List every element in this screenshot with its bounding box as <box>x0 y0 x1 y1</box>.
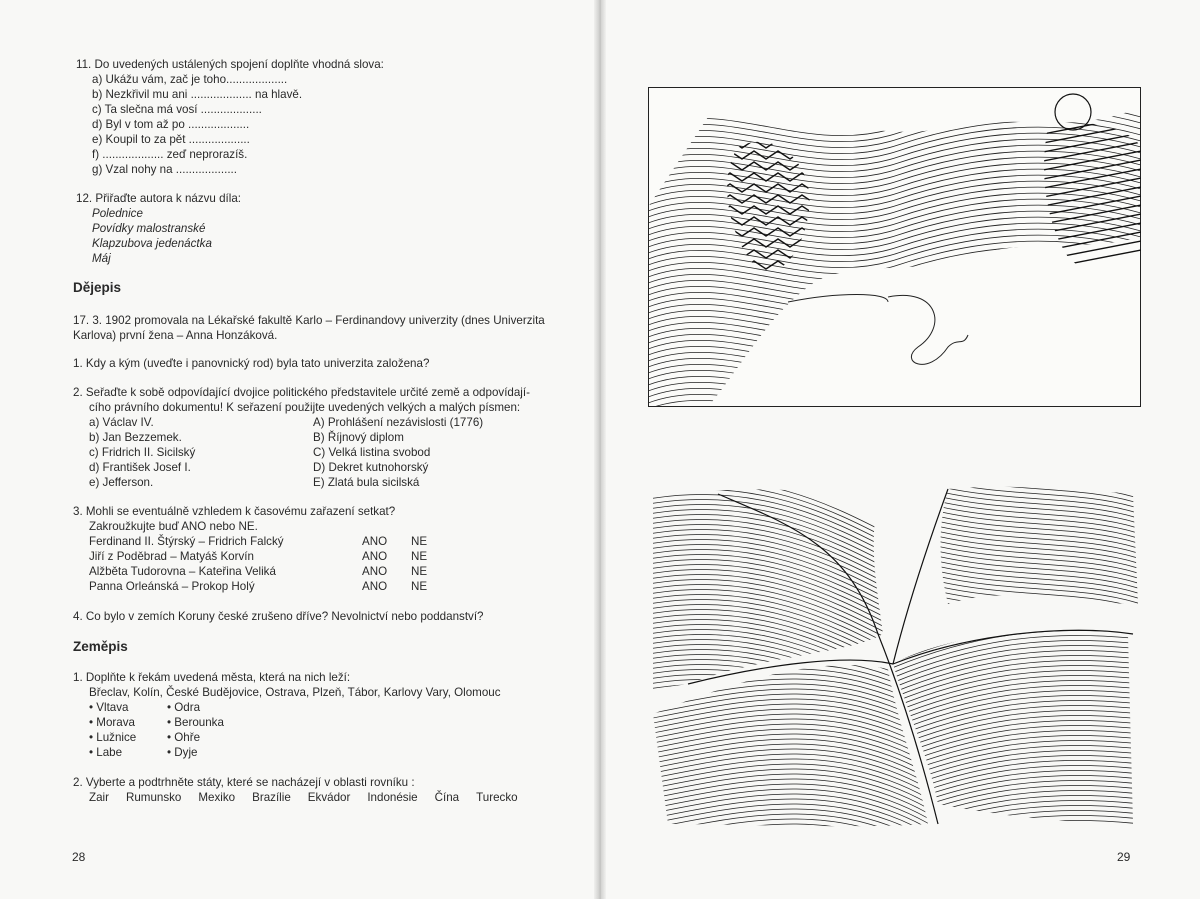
q12-work-2: Povídky malostranské <box>92 222 206 235</box>
history-intro-line-2: Karlova) první žena – Anna Honzáková. <box>73 329 278 342</box>
gq2-state: Ekvádor <box>307 791 351 804</box>
hq2-document-e: E) Zlatá bula sicilská <box>313 476 420 489</box>
hq2-ruler-e: e) Jefferson. <box>89 476 154 489</box>
hq2-ruler-b: b) Jan Bezzemek. <box>89 431 182 444</box>
history-question-4: 4. Co bylo v zemích Koruny české zrušeno dříve? Nevolnictví nebo poddanství? <box>73 610 484 623</box>
q11-item-g: g) Vzal nohy na ................... <box>92 163 237 176</box>
q11-item-e: e) Koupil to za pět ................... <box>92 133 250 146</box>
gq2-state: Zair <box>89 791 109 804</box>
section-heading-geography: Zeměpis <box>73 639 128 654</box>
gq2-state: Mexiko <box>198 791 236 804</box>
q11-item-c: c) Ta slečna má vosí ................... <box>92 103 262 116</box>
page-number-left: 28 <box>72 850 86 864</box>
gq2-states <box>73 790 518 805</box>
section-heading-history: Dějepis <box>73 280 122 295</box>
gq1-river: • Dyje <box>167 746 198 759</box>
history-intro-line-1: 17. 3. 1902 promovala na Lékařské fakultě Karlo – Ferdinandovy univerzity (dnes Univerzita <box>73 314 545 327</box>
q12-work-1: Polednice <box>92 207 143 220</box>
q12-work-3: Klapzubova jedenáctka <box>92 237 212 250</box>
hq3-row <box>73 579 451 594</box>
geography-question-2 <box>73 775 518 805</box>
history-intro <box>73 313 545 343</box>
q11-item-d: d) Byl v tom až po ................... <box>92 118 250 131</box>
gq2-state: Turecko <box>476 791 518 804</box>
hq3-pair: Jiří z Poděbrad – Matyáš Korvín <box>89 550 254 563</box>
gq1-river: • Berounka <box>167 716 224 729</box>
hq3-pair: Alžběta Tudorovna – Kateřina Veliká <box>89 565 276 578</box>
q11-item-f: f) ................... zeď neprorazíš. <box>92 148 248 161</box>
hq2-title-line-2: cího právního dokumentu! K seřazení použijte uvedených velkých a malých písmen: <box>89 401 521 414</box>
hq3-yes: ANO <box>362 565 388 578</box>
hq2-document-a: A) Prohlášení nezávislosti (1776) <box>313 416 484 429</box>
hq3-yes: ANO <box>362 550 388 563</box>
gq1-river: • Odra <box>167 701 201 714</box>
hq2-row <box>73 415 537 490</box>
question-12 <box>76 191 241 266</box>
hq3-yes: ANO <box>362 580 388 593</box>
hq2-document-d: D) Dekret kutnohorský <box>313 461 429 474</box>
hq2-document-b: B) Říjnový diplom <box>313 431 404 444</box>
hq3-no: NE <box>411 535 428 548</box>
abstract-line-drawing-bottom <box>648 484 1141 829</box>
hq3-row <box>73 564 451 579</box>
page-number-right: 29 <box>1117 850 1131 864</box>
gq1-river-row <box>73 745 501 760</box>
gq1-river: • Lužnice <box>89 731 137 744</box>
question-11 <box>76 57 384 177</box>
history-question-2 <box>73 385 537 490</box>
question-12-title: 12. Přiřaďte autora k názvu díla: <box>76 192 242 205</box>
gq1-river-row <box>73 700 501 715</box>
gq1-river: • Morava <box>89 716 135 729</box>
gq1-river: • Ohře <box>167 731 201 744</box>
q11-item-a: a) Ukážu vám, zač je toho................... <box>92 73 288 86</box>
book-gutter <box>594 0 606 899</box>
hq3-no: NE <box>411 580 428 593</box>
hq2-title-line-1: 2. Seřaďte k sobě odpovídající dvojice politického představitele určité země a odpovídají- <box>73 386 530 399</box>
gq1-river-row <box>73 715 501 730</box>
hq3-no: NE <box>411 565 428 578</box>
geography-question-1 <box>73 670 501 760</box>
gq1-title: 1. Doplňte k řekám uvedená města, která na nich leží: <box>73 671 351 684</box>
history-question-1: 1. Kdy a kým (uveďte i panovnický rod) byla tato univerzita založena? <box>73 357 430 370</box>
q11-item-b: b) Nezkřivil mu ani ................... na hlavě. <box>92 88 303 101</box>
hq3-yes: ANO <box>362 535 388 548</box>
gq2-title: 2. Vyberte a podtrhněte státy, které se nacházejí v oblasti rovníku : <box>73 776 415 789</box>
hq2-ruler-a: a) Václav IV. <box>89 416 154 429</box>
hq3-pair: Panna Orleánská – Prokop Holý <box>89 580 255 593</box>
hq2-document-c: C) Velká listina svobod <box>313 446 431 459</box>
gq2-state: Rumunsko <box>125 791 182 804</box>
gq1-cities: Břeclav, Kolín, České Budějovice, Ostrava, Plzeň, Tábor, Karlovy Vary, Olomouc <box>89 686 501 699</box>
hq3-no: NE <box>411 550 428 563</box>
hq3-title-line-2: Zakroužkujte buď ANO nebo NE. <box>89 520 258 533</box>
hq2-ruler-d: d) František Josef I. <box>89 461 191 474</box>
gq2-state: Indonésie <box>367 791 418 804</box>
hq3-row <box>73 534 451 549</box>
hq3-row <box>73 549 451 564</box>
gq2-state: Brazílie <box>252 791 291 804</box>
question-11-title: 11. Do uvedených ustálených spojení doplňte vhodná slova: <box>76 58 384 71</box>
hq2-ruler-c: c) Fridrich II. Sicilský <box>89 446 196 459</box>
gq1-river: • Labe <box>89 746 123 759</box>
history-question-3 <box>73 504 451 594</box>
gq2-state: Čína <box>434 791 460 804</box>
hq3-pair: Ferdinand II. Štýrský – Fridrich Falcký <box>89 535 284 548</box>
q12-work-4: Máj <box>92 252 111 265</box>
abstract-line-drawing-top <box>648 87 1141 407</box>
gq1-river-row <box>73 730 501 745</box>
hq3-title-line-1: 3. Mohli se eventuálně vzhledem k časovému zařazení setkat? <box>73 505 396 518</box>
gq1-river: • Vltava <box>89 701 129 714</box>
